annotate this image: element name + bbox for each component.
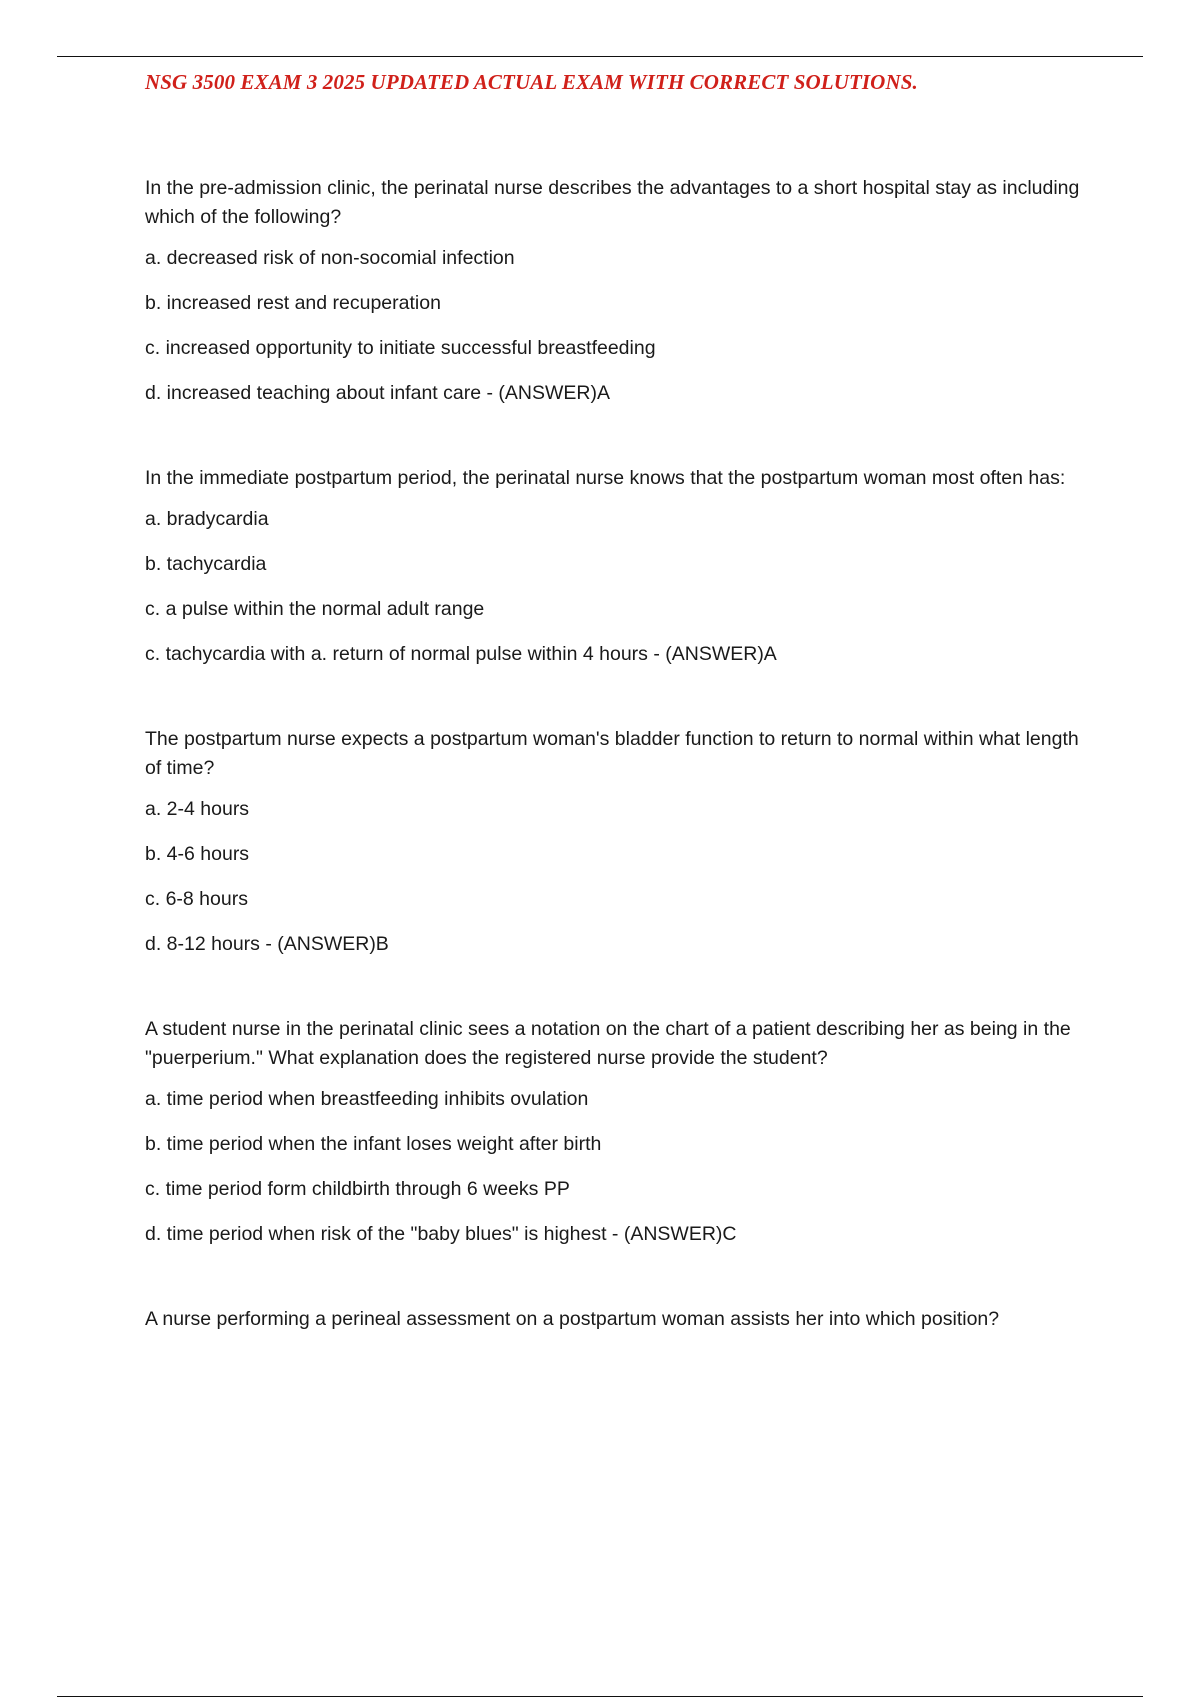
answer-option: a. time period when breastfeeding inhibits ovulation [145, 1088, 589, 1110]
answer-option: c. increased opportunity to initiate successful breastfeeding [145, 337, 656, 359]
answer-option: b. time period when the infant loses weight after birth [145, 1133, 602, 1155]
question-stem: In the immediate postpartum period, the perinatal nurse knows that the postpartum woman most often has: [145, 467, 1066, 489]
answer-option: b. 4-6 hours [145, 843, 250, 865]
question-1 [145, 174, 1095, 408]
answer-option: b. increased rest and recuperation [145, 292, 441, 314]
answer-option: c. time period form childbirth through 6 weeks PP [145, 1178, 570, 1200]
question-list [145, 174, 1095, 1390]
question-stem: A student nurse in the perinatal clinic sees a notation on the chart of a patient describing her as being in the "puerperium." What explanation does the registered nurse provide the student? [145, 1018, 1071, 1069]
answer-option: d. increased teaching about infant care - (ANSWER)A [145, 382, 610, 404]
answer-option: a. decreased risk of non-socomial infection [145, 247, 515, 269]
answer-option: c. 6-8 hours [145, 888, 248, 910]
answer-option: d. time period when risk of the "baby blues" is highest - (ANSWER)C [145, 1223, 737, 1245]
answer-option: a. bradycardia [145, 508, 269, 530]
answer-option: d. 8-12 hours - (ANSWER)B [145, 933, 389, 955]
question-4 [145, 1015, 1095, 1249]
document-title: NSG 3500 EXAM 3 2025 UPDATED ACTUAL EXAM WITH CORRECT SOLUTIONS. [145, 70, 918, 94]
answer-option: c. tachycardia with a. return of normal pulse within 4 hours - (ANSWER)A [145, 643, 777, 665]
question-3 [145, 725, 1095, 959]
question-5 [145, 1305, 1095, 1334]
question-stem: A nurse performing a perineal assessment on a postpartum woman assists her into which position? [145, 1308, 1000, 1330]
answer-option: c. a pulse within the normal adult range [145, 598, 485, 620]
question-2 [145, 464, 1095, 669]
answer-option: a. 2-4 hours [145, 798, 250, 820]
answer-option: b. tachycardia [145, 553, 267, 575]
question-stem: In the pre-admission clinic, the perinatal nurse describes the advantages to a short hospital stay as including which of the following? [145, 177, 1080, 228]
bottom-divider [57, 1696, 1143, 1697]
top-divider [57, 56, 1143, 57]
question-stem: The postpartum nurse expects a postpartum woman's bladder function to return to normal within what length of time? [145, 728, 1079, 779]
